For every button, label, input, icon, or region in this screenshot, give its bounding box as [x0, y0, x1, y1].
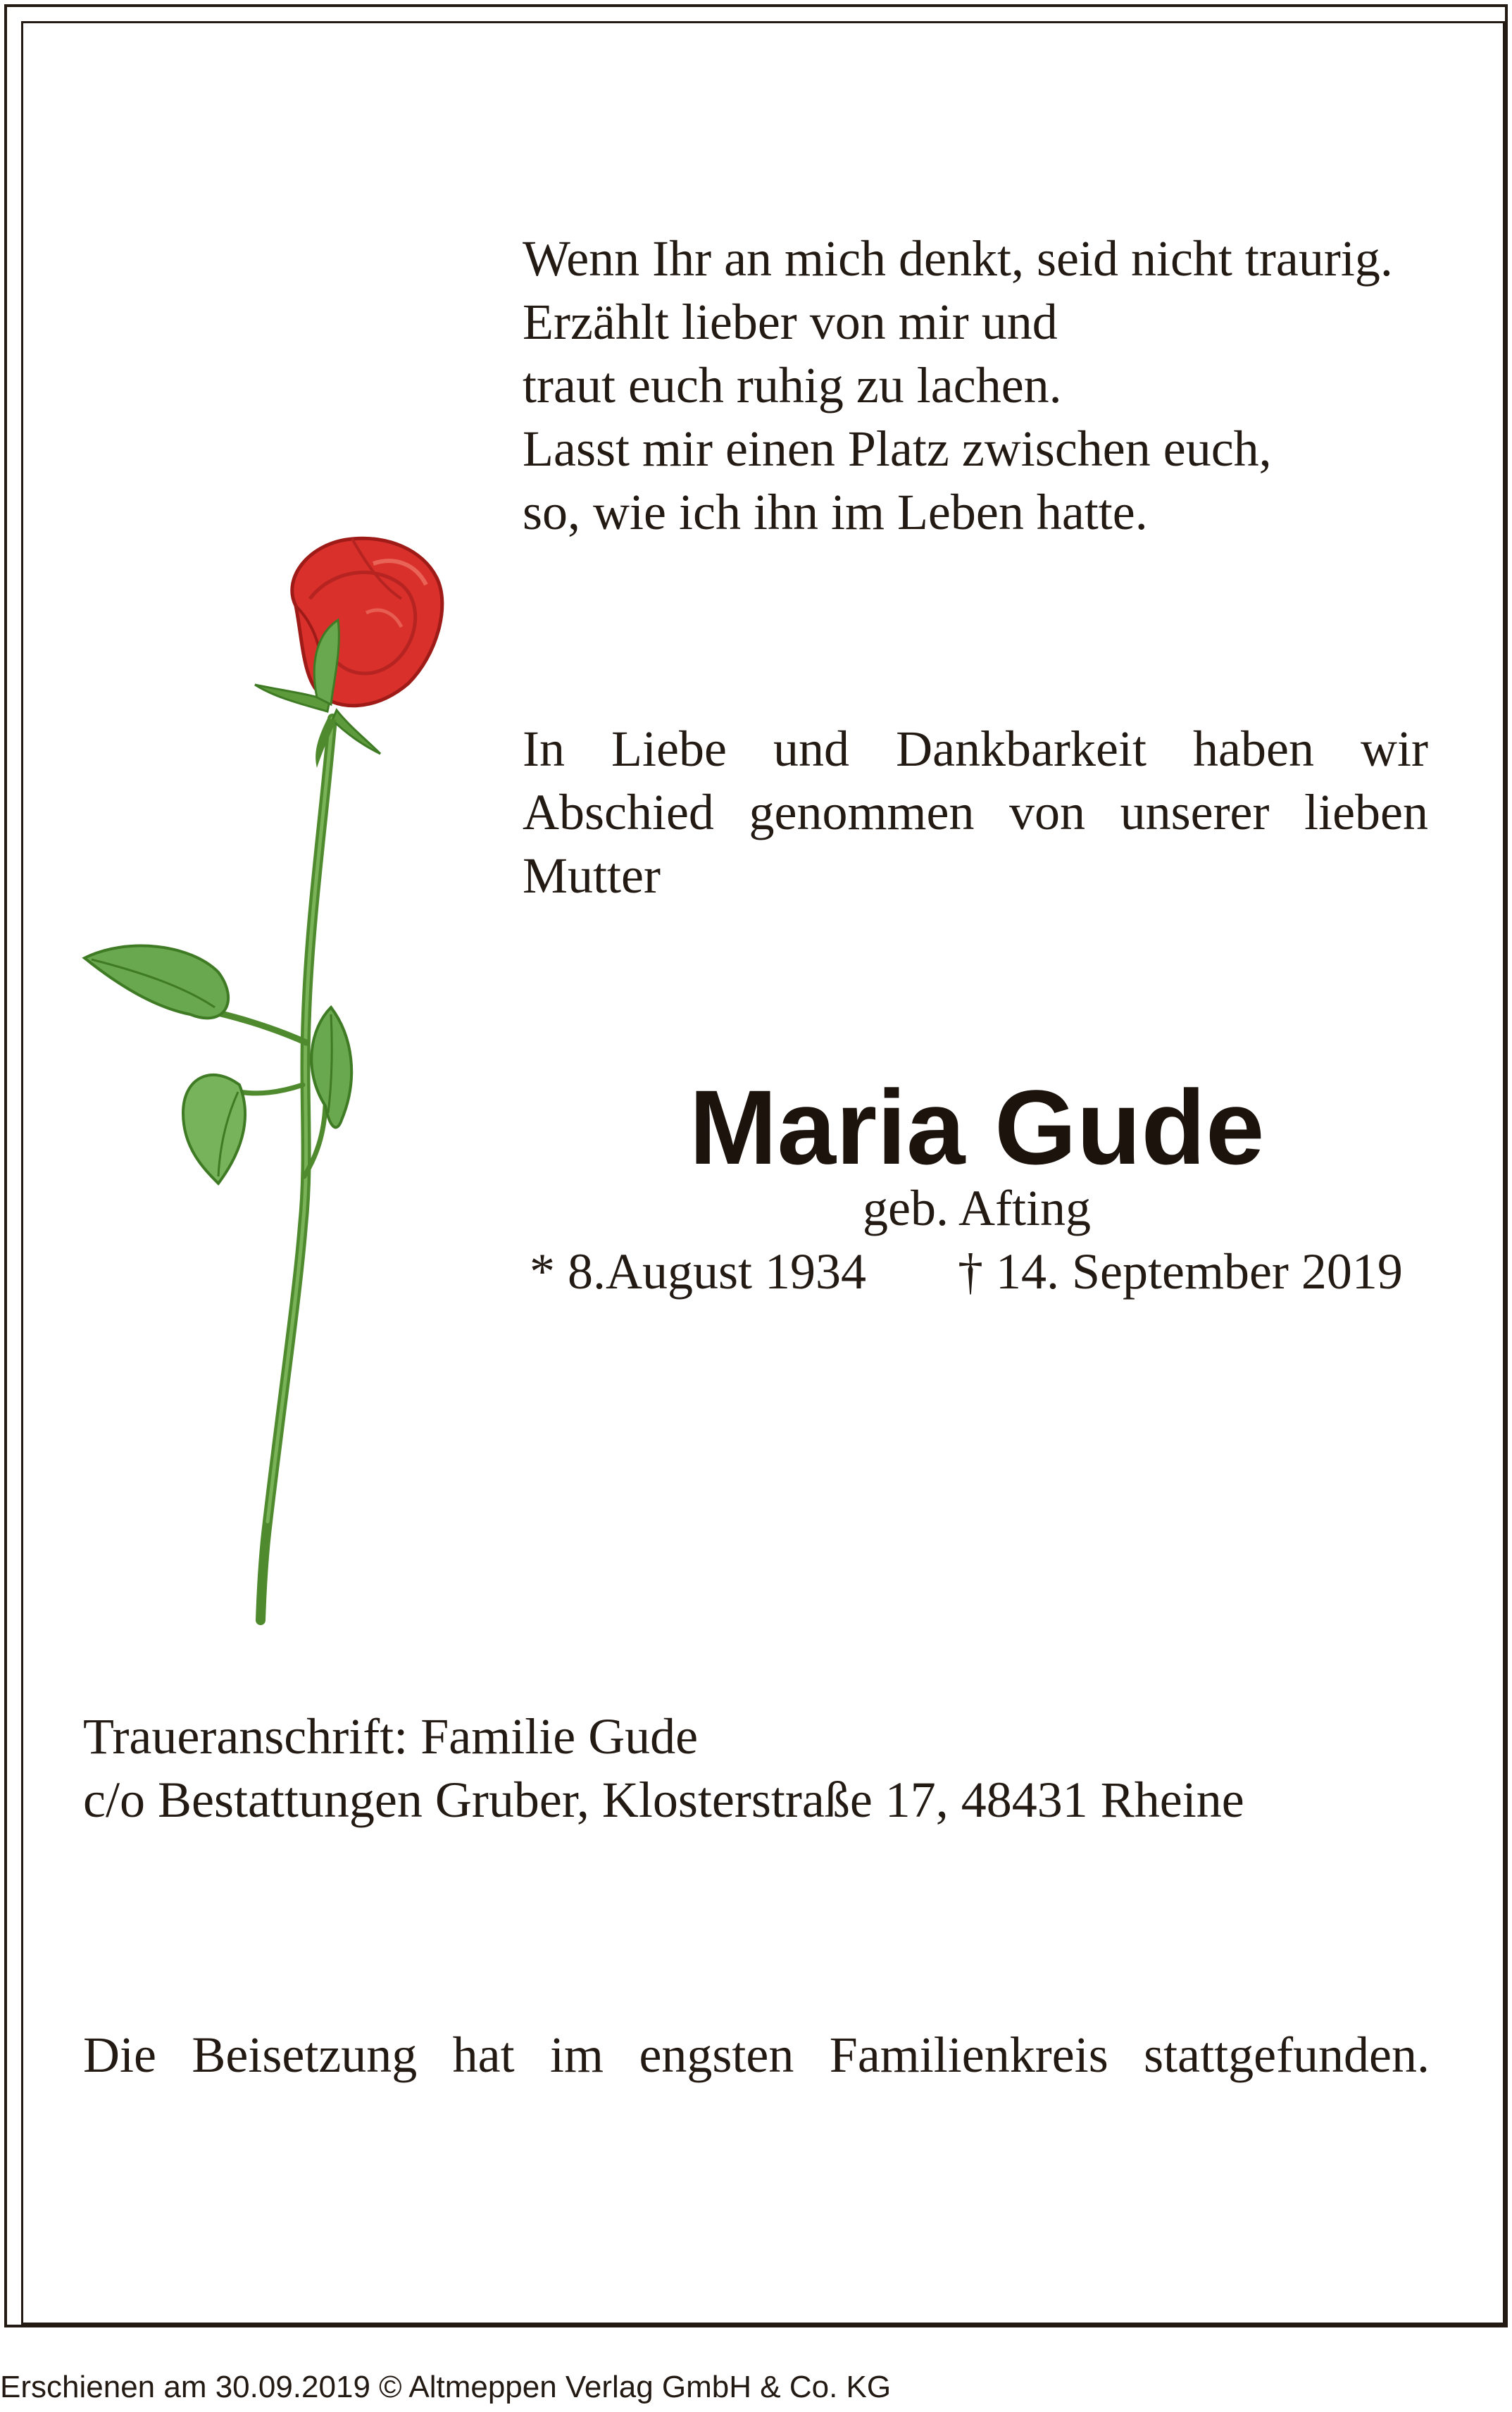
poem-line: Erzählt lieber von mir und	[523, 294, 1058, 350]
burial-notice: Die Beisetzung hat im engsten Familienkreis stattgefunden.	[83, 2027, 1430, 2083]
deceased-name: Maria Gude	[689, 1068, 1265, 1186]
death-date: † 14. September 2019	[958, 1243, 1403, 1300]
birth-date: * 8.August 1934	[530, 1243, 867, 1300]
publication-footer: Erschienen am 30.09.2019 © Altmeppen Verlag GmbH & Co. KG	[0, 2370, 892, 2404]
address-line-1: Traueranschrift: Familie Gude	[83, 1708, 699, 1765]
poem-line: traut euch ruhig zu lachen.	[523, 357, 1062, 414]
maiden-name: geb. Afting	[863, 1180, 1091, 1236]
rose-icon	[70, 521, 493, 1648]
poem-line: Wenn Ihr an mich denkt, seid nicht traurig.	[523, 230, 1393, 287]
poem-line: Lasst mir einen Platz zwischen euch,	[523, 421, 1272, 477]
intro-text: In Liebe und Dankbarkeit haben wir Abschied genommen von unserer lieben Mutter	[523, 721, 1428, 904]
address-line-2: c/o Bestattungen Gruber, Klosterstraße 17, 48431 Rheine	[83, 1772, 1244, 1828]
condolence-address	[83, 1705, 1435, 1832]
poem-line: so, wie ich ihn im Leben hatte.	[523, 484, 1148, 540]
poem	[523, 227, 1431, 544]
